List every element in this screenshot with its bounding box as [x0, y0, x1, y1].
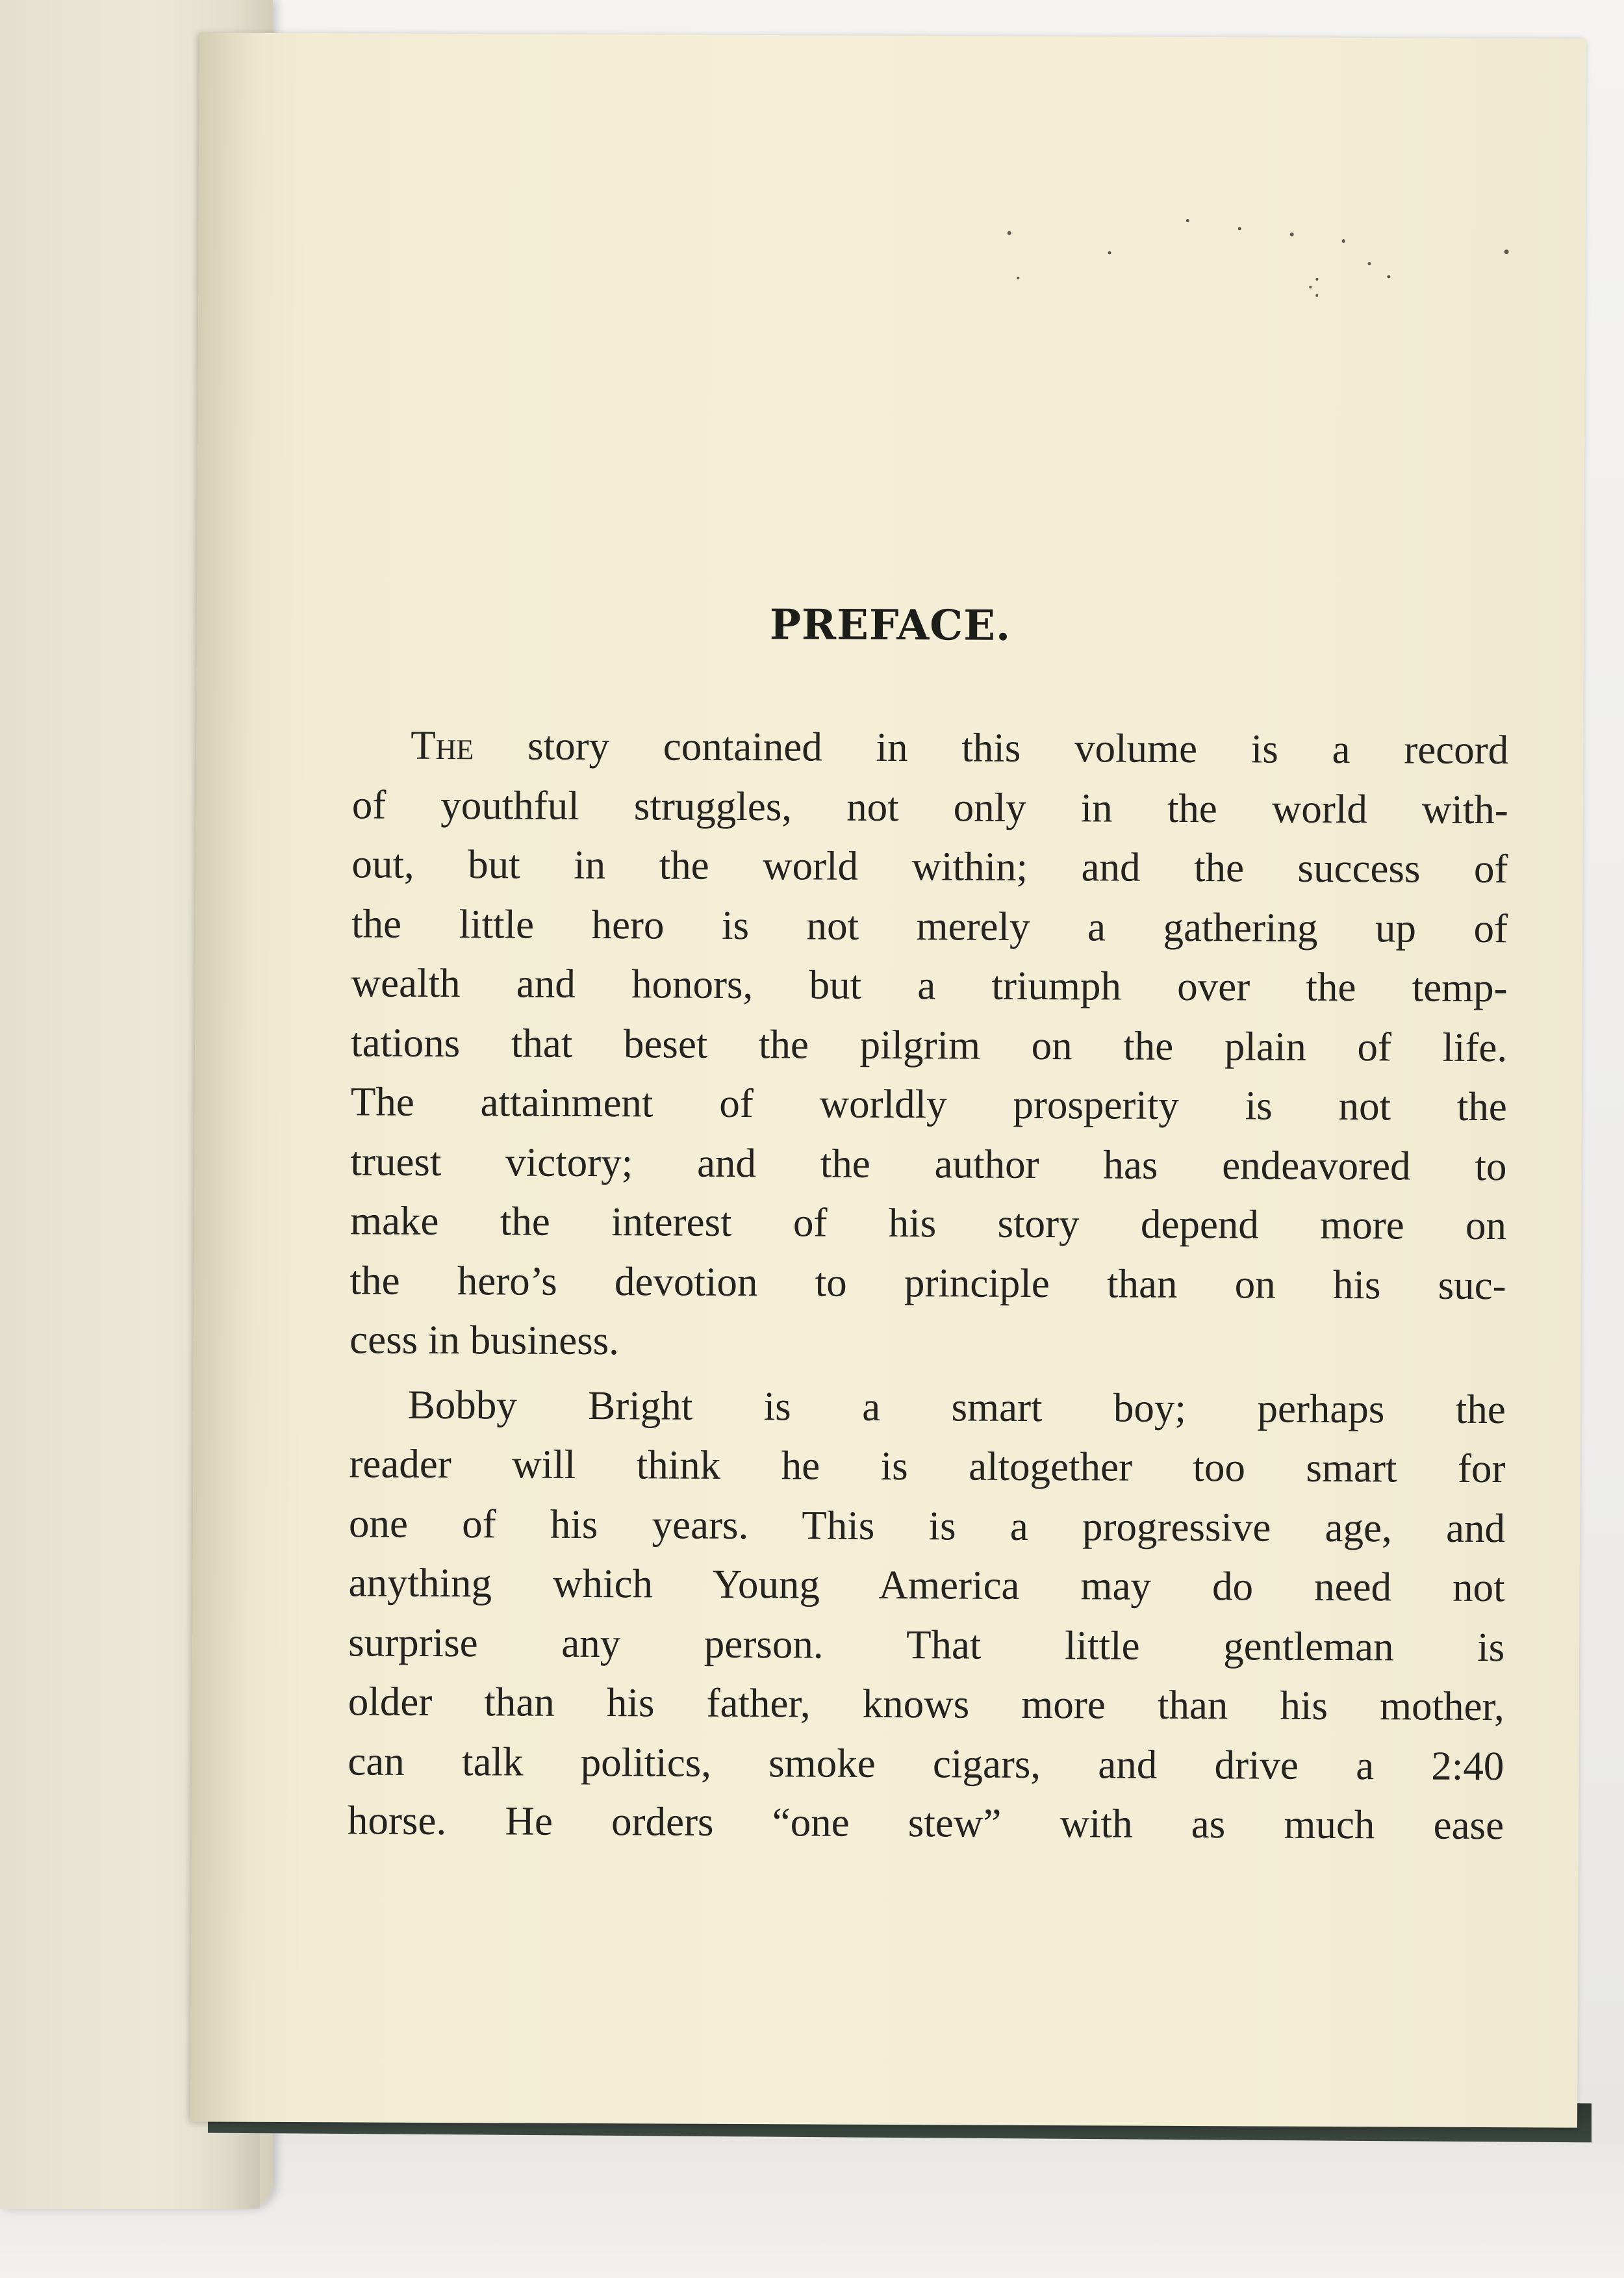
text-line: The attainment of worldly prosperity is not the: [350, 1079, 1507, 1130]
paper-speck: [1367, 262, 1371, 265]
text-line: cess in business.: [349, 1316, 620, 1364]
paper-speck: [1108, 251, 1111, 254]
paper-speck: [1238, 227, 1241, 230]
line-text: story contained in this volume is a record: [474, 723, 1509, 773]
paper-speck: [1186, 219, 1189, 222]
book-page: [190, 32, 1586, 2127]
text-line: reader will think he is altogether too smart for: [349, 1440, 1506, 1492]
text-line: tations that beset the pilgrim on the plain of life.: [351, 1019, 1508, 1070]
text-line: wealth and honors, but a triumph over the temp-: [351, 960, 1508, 1011]
text-line: horse. He orders “one stew” with as much ease: [347, 1797, 1504, 1849]
paper-speck: [1309, 286, 1312, 288]
text-line: the little hero is not merely a gathering up of: [351, 900, 1508, 951]
paper-speck: [1315, 294, 1318, 297]
text-line: make the interest of his story depend more on: [349, 1197, 1507, 1249]
text-line: surprise any person. That little gentleman is: [348, 1619, 1505, 1670]
text-line: older than his father, knows more than his mother,: [348, 1678, 1504, 1730]
gutter-shadow: [190, 32, 258, 2121]
text-line: [352, 715, 1508, 780]
text-line: truest victory; and the author has endeavored to: [350, 1138, 1507, 1189]
text-line: the hero’s devotion to principle than on his suc-: [349, 1257, 1506, 1308]
lead-smallcaps: he: [435, 722, 474, 769]
preface-text: [348, 715, 1509, 1855]
paper-speck: [1504, 250, 1509, 254]
lead-capital: T: [411, 722, 436, 768]
paper-speck: [1315, 278, 1318, 281]
text-line: anything which Young America may do need not: [348, 1559, 1505, 1611]
paper-speck: [1342, 239, 1345, 243]
text-line: out, but in the world within; and the success of: [351, 841, 1508, 892]
text-line: one of his years. This is a progressive age, and: [348, 1500, 1506, 1551]
paper-speck: [1387, 275, 1390, 278]
text-line: of youthful struggles, not only in the world with-: [351, 781, 1508, 832]
paper-speck: [1017, 277, 1019, 279]
paper-speck: [1008, 231, 1011, 235]
text-line: can talk politics, smoke cigars, and drive a 2:40: [348, 1737, 1504, 1789]
text-line: Bobby Bright is a smart boy; perhaps the: [407, 1381, 1506, 1432]
page-title: PREFACE.: [769, 600, 1011, 650]
paper-speck: [1290, 233, 1294, 237]
